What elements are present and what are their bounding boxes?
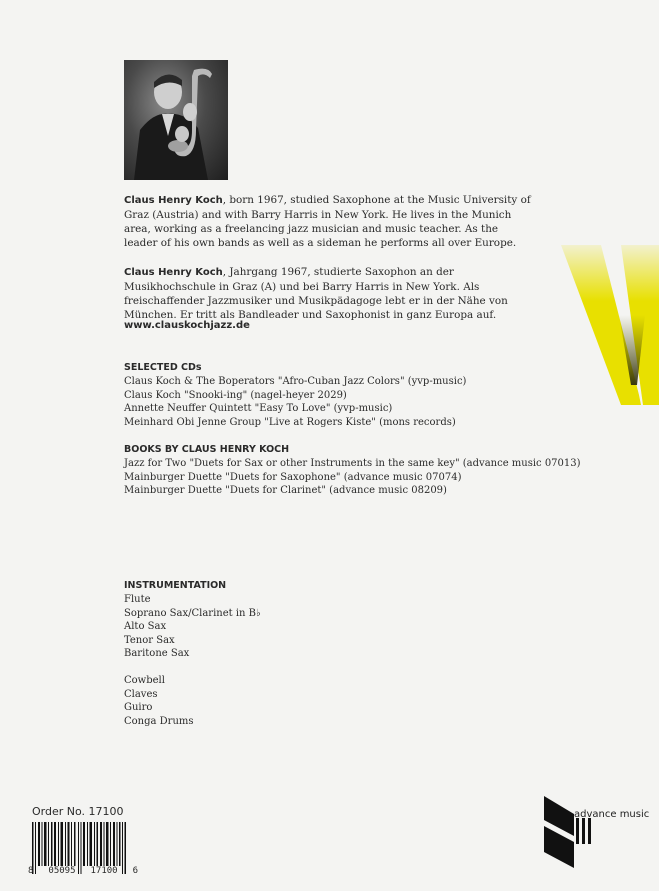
- instrumentation-title: INSTRUMENTATION: [124, 580, 227, 591]
- yellow-v-decoration: [561, 245, 659, 405]
- advance-music-logo-icon: [544, 796, 592, 868]
- instrument-item: Guiro: [124, 702, 153, 714]
- barcode-digit-group: 8: [28, 866, 34, 876]
- instrument-item: Flute: [124, 594, 151, 605]
- barcode-digit-group: 17100: [90, 866, 118, 876]
- instrument-item: Baritone Sax: [124, 648, 190, 660]
- website-link[interactable]: www.clauskochjazz.de: [124, 320, 250, 331]
- selected-cds-title: SELECTED CDs: [124, 362, 202, 373]
- instrument-item: Cowbell: [124, 674, 165, 686]
- barcode-digits: [28, 866, 138, 876]
- barcode-digit-group: 05095: [48, 866, 76, 876]
- cd-item: Claus Koch "Snooki-ing" (nagel-heyer 2029): [124, 389, 347, 401]
- bio-name-german: Claus Henry Koch: [124, 267, 223, 278]
- instrument-item: Claves: [124, 688, 158, 700]
- bio-name-english: Claus Henry Koch: [124, 195, 223, 206]
- books-title: BOOKS BY CLAUS HENRY KOCH: [124, 444, 290, 455]
- publisher-name: advance music: [574, 809, 650, 820]
- bio-german: [124, 265, 534, 322]
- order-number: Order No. 17100: [32, 805, 124, 818]
- selected-cds-section: [124, 361, 466, 429]
- instrument-item: Tenor Sax: [124, 634, 175, 646]
- cd-item: Annette Neuffer Quintett "Easy To Love" (yvp-music): [124, 403, 393, 415]
- book-item: Jazz for Two "Duets for Sax or other Instruments in the same key" (advance music 07013): [124, 458, 581, 469]
- cd-item: Meinhard Obi Jenne Group "Live at Rogers Kiste" (mons records): [124, 416, 456, 428]
- bio-english: [124, 193, 534, 250]
- cd-item: Claus Koch & The Boperators "Afro-Cuban Jazz Colors" (yvp-music): [124, 376, 467, 387]
- books-section: [124, 443, 581, 498]
- bio-text-german: , Jahrgang 1967, studierte Saxophon an der Musikhochschule in Graz (A) und bei Barry Harris in New York. Als freischaffender Jazzmusiker und Musikpädagoge lebt er in der Nähe von München. Er tritt als Bandleader und Saxophonist in ganz Europa auf.: [124, 266, 508, 321]
- instrumentation-section: [124, 579, 261, 728]
- bio-text-english: , born 1967, studied Saxophone at the Music University of Graz (Austria) and with Barry Harris in New York. He lives in the Munich area, working as a freelancing jazz musician and music teacher. As the leader of his own bands as well as a sideman he performs all over Europe.: [124, 194, 531, 249]
- instrument-item: Conga Drums: [124, 715, 194, 727]
- instrument-item: Alto Sax: [124, 621, 167, 633]
- barcode-digit-group: 6: [132, 866, 138, 876]
- artist-photo: [124, 60, 228, 180]
- instrument-item: Soprano Sax/Clarinet in B♭: [124, 607, 261, 619]
- book-item: Mainburger Duette "Duets for Saxophone" (advance music 07074): [124, 471, 462, 483]
- book-item: Mainburger Duette "Duets for Clarinet" (advance music 08209): [124, 485, 447, 497]
